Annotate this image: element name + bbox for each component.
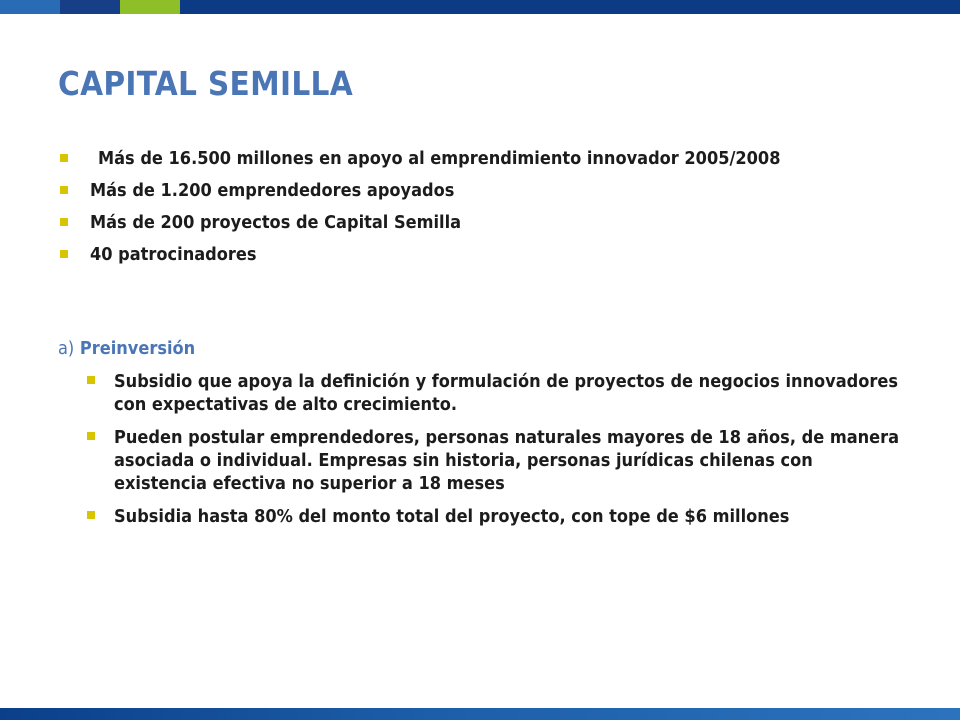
list-item [83, 505, 908, 528]
top-color-bar [0, 0, 960, 14]
list-item-text: Más de 16.500 millones en apoyo al emprendimiento innovador 2005/2008 [98, 148, 781, 169]
list-item-text: Subsidia hasta 80% del monto total del proyecto, con tope de $6 millones [114, 506, 790, 527]
list-item [58, 212, 908, 234]
top-bar-segment-navy [60, 0, 120, 14]
top-bar-segment-blue [0, 0, 60, 14]
slide-title: CAPITAL SEMILLA [58, 64, 354, 103]
square-bullet-icon [87, 432, 95, 440]
list-item [58, 244, 908, 266]
square-bullet-icon [87, 511, 95, 519]
bottom-color-bar [0, 708, 960, 720]
list-item [58, 180, 908, 202]
list-item [83, 426, 908, 495]
section-letter: a) [58, 338, 75, 359]
preinversion-list [58, 370, 908, 528]
section-heading [58, 338, 908, 360]
square-bullet-icon [60, 154, 68, 162]
list-item-text: Subsidio que apoya la definición y formulación de proyectos de negocios innovadores con expectativas de alto crecimiento. [114, 371, 898, 415]
square-bullet-icon [87, 376, 95, 384]
top-bar-segment-green [120, 0, 180, 14]
square-bullet-icon [60, 250, 68, 258]
square-bullet-icon [60, 186, 68, 194]
square-bullet-icon [60, 218, 68, 226]
list-item [83, 370, 908, 416]
top-bar-segment-dark-blue [180, 0, 960, 14]
list-item [58, 148, 908, 170]
list-item-text: 40 patrocinadores [90, 244, 257, 265]
stats-list [58, 148, 908, 266]
slide-content [58, 148, 908, 538]
list-item-text: Más de 200 proyectos de Capital Semilla [90, 212, 462, 233]
section-title: Preinversión [79, 338, 196, 359]
list-item-text: Más de 1.200 emprendedores apoyados [90, 180, 455, 201]
list-item-text: Pueden postular emprendedores, personas naturales mayores de 18 años, de manera asociada o individual. Empresas sin historia, personas jurídicas chilenas con existencia efectiva no superior a 18 meses [114, 427, 900, 494]
